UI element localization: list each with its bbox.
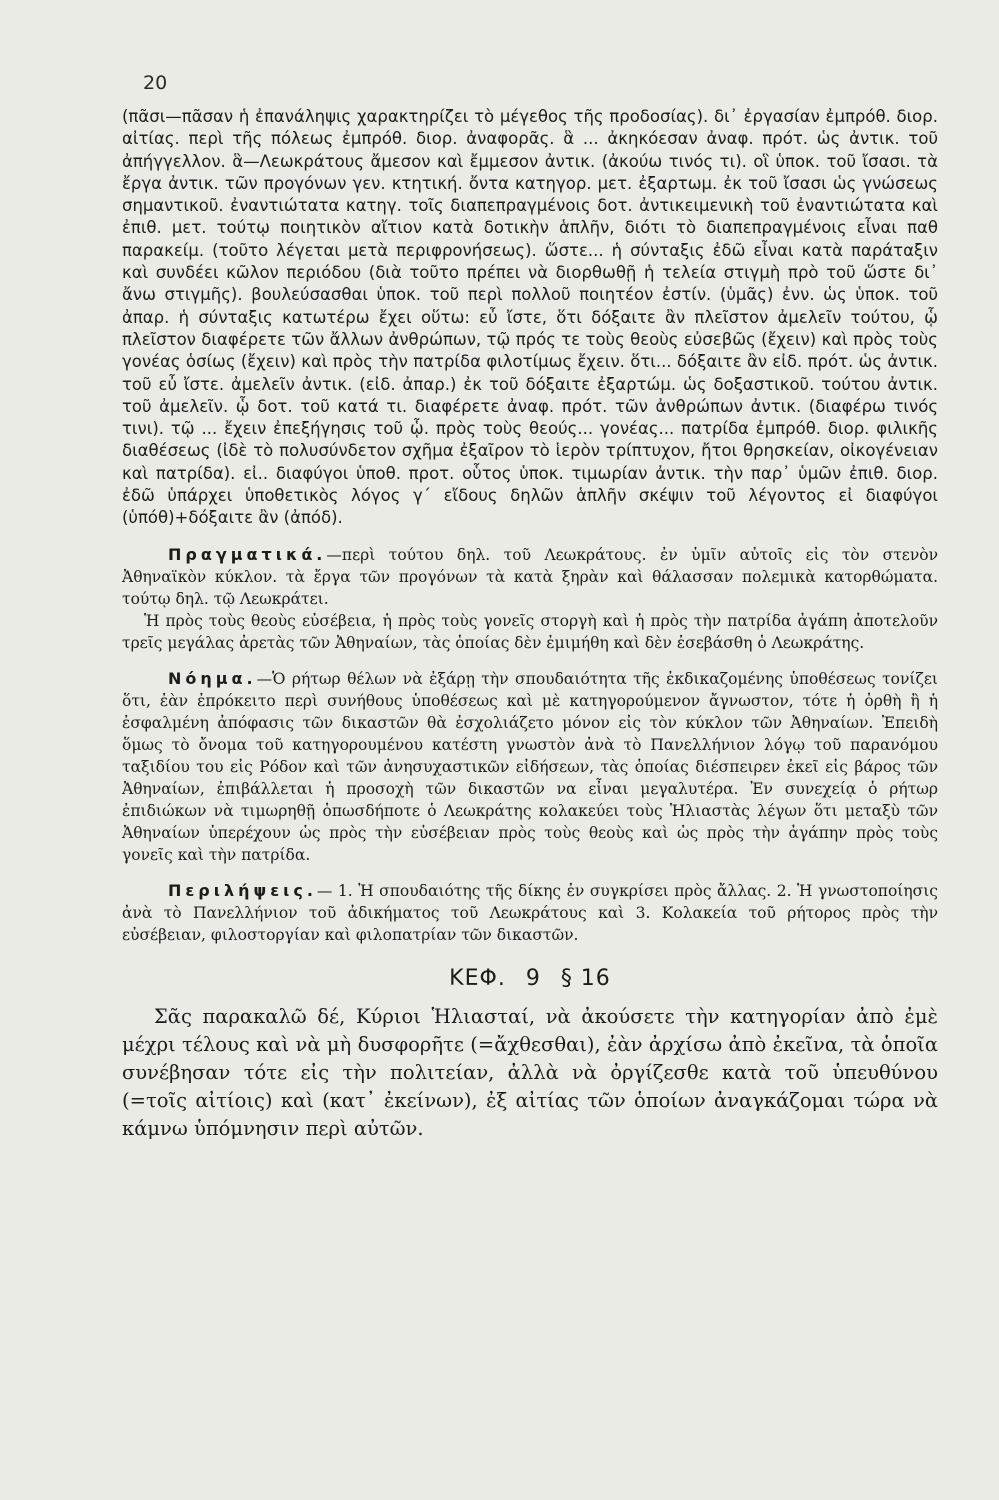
chapter-section: § 16 bbox=[560, 965, 611, 991]
summary-paragraph bbox=[122, 880, 938, 946]
meaning-section bbox=[122, 668, 938, 866]
summary-text: — 1. Ἡ σπουδαιότης τῆς δίκης ἐν συγκρίσει πρὸς ἄλλας. 2. Ἡ γνωστοποίησις ἀνὰ τὸ Πανελλήνιον τοῦ ἀδικήματος τοῦ Λεωκράτους καὶ 3. Κολακεία τοῦ ρήτορος πρὸς τὴν εὐσέβειαν, φιλοστοργίαν καὶ φιλοπατρίαν τῶν δικαστῶν. bbox=[122, 881, 938, 944]
meaning-label: Νόημα. bbox=[168, 668, 257, 688]
meaning-text: —Ὁ ρήτωρ θέλων νὰ ἐξάρῃ τὴν σπουδαιότητα τῆς ἐκδικαζομένης ὑποθέσεως τονίζει ὅτι, ἐὰν ἐπρόκειτο περὶ συνήθους ὑποθέσεως καὶ μὲ κατηγορούμενον ἄγνωστον, τότε ἡ ὀρθὴ ἢ ἡ ἐσφαλμένη ἀπόφασις τῶν δικαστῶν θὰ ἐσχολιάζετο μόνον εἰς τὸν κύκλον τῶν Ἀθηναίων. Ἐπειδὴ ὅμως τὸ ὄνομα τοῦ κατηγορουμένου κατέστη γνωστὸν ἀνὰ τὸ Πανελλήνιον λόγῳ τοῦ παρανόμου ταξιδίου του εἰς Ρόδον καὶ τῶν ἀνησυχαστικῶν εἰδήσεων, τὰς ὁποίας διέσπειρεν ἐκεῖ εἰς βάρος τῶν Ἀθηναίων, ἐπιβάλλεται ἡ προσοχὴ τῶν δικαστῶν να εἶναι μεγαλυτέρα. Ἐν συνεχείᾳ ὁ ρήτωρ ἐπιδιώκων νὰ τιμωρηθῇ ὁπωσδήποτε ὁ Λεωκράτης κολακεύει τοὺς Ἡλιαστὰς λέγων ὅτι μεταξὺ τῶν Ἀθηναίων ὑπερέχουν ὡς πρὸς τὴν εὐσέβειαν πρὸς τοὺς θεοὺς καὶ ὡς πρὸς τὴν ἀγάπην πρὸς τοὺς γονεῖς καὶ τὴν πατρίδα. bbox=[122, 669, 938, 864]
page-body bbox=[122, 106, 938, 1143]
summary-section bbox=[122, 880, 938, 946]
realia-section bbox=[122, 544, 938, 654]
realia-text-1: —περὶ τούτου δηλ. τοῦ Λεωκράτους. ἐν ὑμῖν αὐτοῖς εἰς τὸν στενὸν Ἀθηναϊκὸν κύκλον. τὰ ἔργα τῶν προγόνων τὰ κατὰ ξηρὰν καὶ θάλασσαν πολεμικὰ κατορθώματα. τούτῳ δηλ. τῷ Λεωκράτει. bbox=[122, 545, 938, 608]
meaning-paragraph bbox=[122, 668, 938, 866]
chapter-abbr: ΚΕΦ. bbox=[449, 965, 506, 991]
chapter-heading bbox=[122, 966, 938, 991]
summary-label: Περιλήψεις. bbox=[168, 880, 317, 900]
grammar-notes: (πᾶσι—πᾶσαν ἡ ἐπανάληψις χαρακτηρίζει τὸ μέγεθος τῆς προδοσίας). δι᾽ ἐργασίαν ἐμπρόθ. διορ. αἰτίας. περὶ τῆς πόλεως ἐμπρόθ. διορ. ἀναφορᾶς. ἃ ... ἀκηκόεσαν ἀναφ. πρότ. ὡς ἀντικ. τοῦ ἀπήγγελλον. ἃ—Λεωκράτους ἄμεσον καὶ ἔμμεσον ἀντικ. (ἀκούω τινός τι). οἳ ὑποκ. τοῦ ἴσασι. τὰ ἔργα ἀντικ. τῶν προγόνων γεν. κτητική. ὄντα κατηγορ. μετ. ἐξαρτωμ. ἐκ τοῦ ἴσασι ὡς γνώσεως σημαντικοῦ. ἐναντιώτατα κατηγ. τοῖς διαπεπραγμένοις δοτ. ἀντικειμενικὴ τοῦ ἐναντιώτατα καὶ ἐπιθ. μετ. τούτῳ ποιητικὸν αἴτιον κατὰ δοτικὴν ἁπλῆν, διότι τὸ διαπεπραγμένοις εἶναι παθ παρακείμ. (τοῦτο λέγεται μετὰ περιφρονήσεως). ὥστε... ἡ σύνταξις ἐδῶ εἶναι κατὰ παράταξιν καὶ συνδέει κῶλον περιόδου (διὰ τοῦτο πρέπει νὰ διορθωθῇ ἡ τελεία στιγμὴ πρὸ τοῦ ὥστε δι᾽ ἄνω στιγμῆς). βουλεύσασθαι ὑποκ. τοῦ περὶ πολλοῦ ποιητέον ἐστίν. (ὑμᾶς) ἐνν. ὡς ὑποκ. τοῦ ἀπαρ. ἡ σύνταξις κατωτέρω ἔχει οὕτω: εὖ ἴστε, ὅτι δόξαιτε ἂν πλεῖστον ἀμελεῖν τούτου, ᾧ πλεῖστον διαφέρετε τῶν ἄλλων ἀνθρώπων, τῷ πρός τε τοὺς θεοὺς εὐσεβῶς (ἔχειν) καὶ πρὸς τοὺς γονέας ὁσίως (ἔχειν) καὶ πρὸς τὴν πατρίδα φιλοτίμως ἔχειν. ὅτι... δόξαιτε ἂν εἰδ. πρότ. ὡς ἀντικ. τοῦ εὖ ἴστε. ἀμελεῖν ἀντικ. (εἰδ. ἀπαρ.) ἐκ τοῦ δόξαιτε ἐξαρτώμ. ὡς δοξαστικοῦ. τούτου ἀντικ. τοῦ ἀμελεῖν. ᾧ δοτ. τοῦ κατά τι. διαφέρετε ἀναφ. πρότ. τῶν ἀνθρώπων ἀντικ. (διαφέρω τινός τινι). τῷ ... ἔχειν ἐπεξήγησις τοῦ ᾧ. πρὸς τοὺς θεούς... γονέας... πατρίδα ἐμπρόθ. διορ. φιλικῆς διαθέσεως (ἰδὲ τὸ πολυσύνδετον σχῆμα ἐξαῖρον τὸ ἱερὸν τρίπτυχον, ἤτοι θρησκείαν, οἰκογένειαν καὶ πατρίδα). εἰ.. διαφύγοι ὑποθ. προτ. οὗτος ὑποκ. τιμωρίαν ἀντικ. τὴν παρ᾽ ὑμῶν ἐπιθ. διορ. ἐδῶ ὑπάρχει ὑποθετικὸς λόγος γ´ εἴδους δηλῶν ἁπλῆν σκέψιν τοῦ λέγοντος εἰ διαφύγοι (ὑπόθ)+δόξαιτε ἂν (ἀπόδ). bbox=[122, 107, 938, 528]
realia-paragraph-1 bbox=[122, 544, 938, 610]
main-translation-text: Σᾶς παρακαλῶ δέ, Κύριοι Ἡλιασταί, νὰ ἀκούσετε τὴν κατηγορίαν ἀπὸ ἐμὲ μέχρι τέλους καὶ νὰ μὴ δυσφορῆτε (=ἄχθεσθαι), ἐὰν ἀρχίσω ἀπὸ ἐκεῖνα, τὰ ὁποῖα συνέβησαν τότε εἰς τὴν πολιτείαν, ἀλλὰ νὰ ὀργίζεσθε κατὰ τοῦ ὑπευθύνου (=τοῖς αἰτίοις) καὶ (κατ᾽ ἐκείνων), ἐξ αἰτίας τῶν ὁποίων ἀναγκάζομαι τώρα νὰ κάμνω ὑπόμνησιν περὶ αὐτῶν. bbox=[122, 1004, 938, 1140]
page-number: 20 bbox=[143, 72, 168, 94]
realia-label: Πραγματικά. bbox=[168, 544, 327, 564]
realia-paragraph-2: Ἡ πρὸς τοὺς θεοὺς εὐσέβεια, ἡ πρὸς τοὺς γονεῖς στοργὴ καὶ ἡ πρὸς τὴν πατρίδα ἀγάπη ἀποτελοῦν τρεῖς μεγάλας ἀρετὰς τῶν Ἀθηναίων, τὰς ὁποίας δὲν ἐμιμήθη καὶ δὲν ἐσεβάσθη ὁ Λεωκράτης. bbox=[122, 611, 938, 652]
chapter-number: 9 bbox=[525, 965, 541, 991]
